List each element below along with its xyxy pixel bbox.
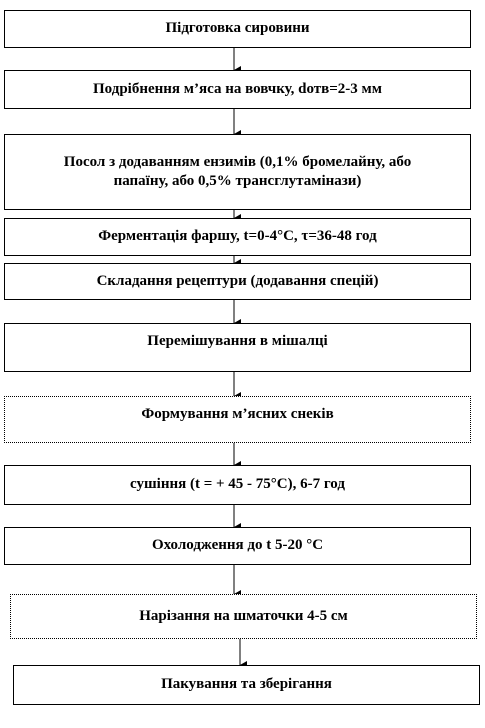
step-7-label: Формування м’ясних снеків <box>141 406 334 422</box>
step-8-label: сушіння (t = + 45 - 75°С), 6-7 год <box>130 476 345 493</box>
step-1-label: Підготовка сировини <box>165 20 310 37</box>
step-9-cooling <box>4 527 471 565</box>
step-3-label: Посол з додаванням ензимів (0,1% бромелайну, або папаїну, або 0,5% трансглутамінази) <box>63 153 412 189</box>
step-11-packaging-and-storage <box>13 665 480 705</box>
step-5-label: Складання рецептури (додавання спецій) <box>96 272 379 289</box>
step-5-recipe-composition <box>4 263 471 300</box>
step-11-label: Пакування та зберігання <box>161 676 332 693</box>
step-4-fermentation <box>4 218 471 256</box>
step-2-label: Подрібнення м’яса на вовчку, dотв=2-3 мм <box>93 80 382 97</box>
step-10-label: Нарізання на шматочки 4-5 см <box>139 607 348 624</box>
step-6-label: Перемішування в мішалці <box>147 333 328 349</box>
step-1-raw-material-preparation <box>4 10 471 48</box>
step-2-mincing <box>4 70 471 109</box>
step-3-salting-with-enzymes <box>4 134 471 210</box>
step-6-mixing <box>4 323 471 372</box>
step-4-label: Ферментація фаршу, t=0-4°С, τ=36-48 год <box>98 228 377 245</box>
step-7-forming-snacks <box>4 396 471 443</box>
step-8-drying <box>4 465 471 505</box>
step-9-label: Охолодження до t 5-20 °С <box>151 537 324 554</box>
step-10-slicing <box>10 594 477 639</box>
